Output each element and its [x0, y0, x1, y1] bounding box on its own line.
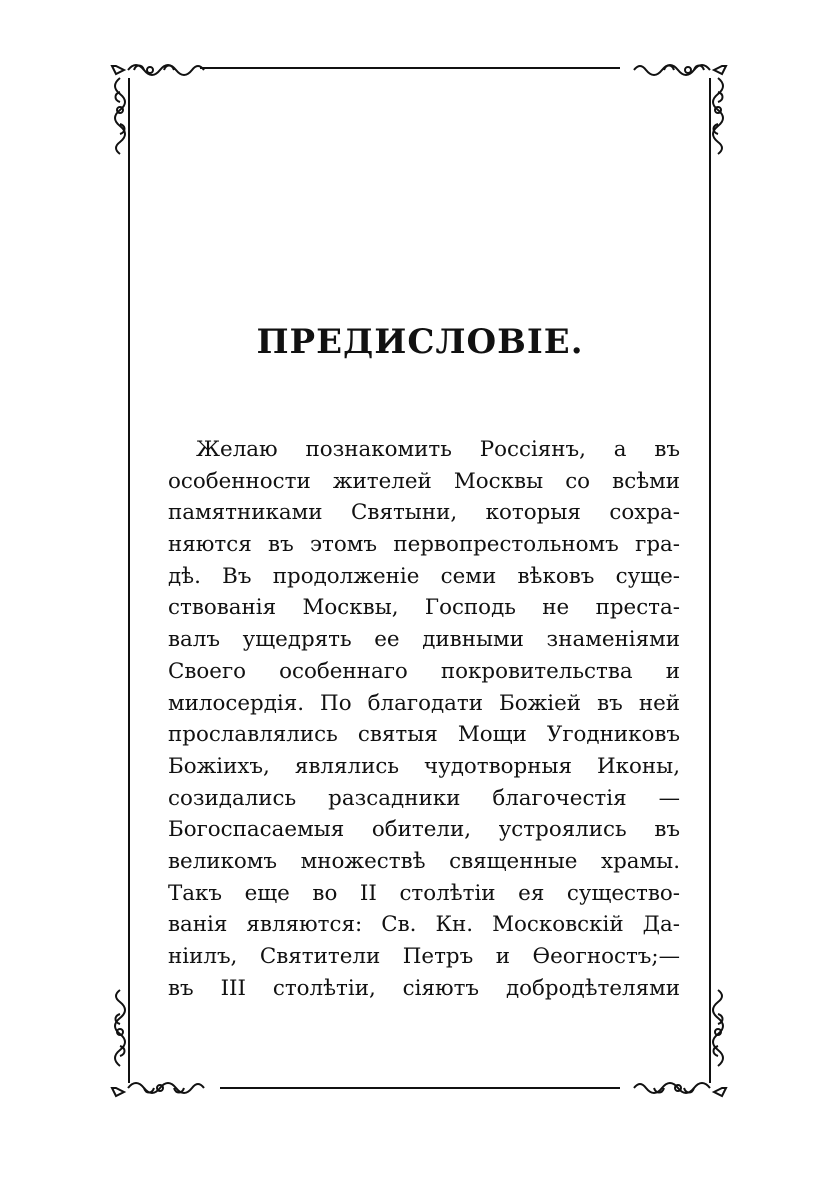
text-line-8: Своего особеннаго покровительства и: [168, 658, 680, 684]
text-line-1: Желаю познакомить Россіянъ, а въ: [196, 437, 680, 462]
text-line-7: валъ ущедрять ее дивными знаменіями: [168, 627, 680, 653]
text-line-11: Божіихъ, являлись чудотворныя Иконы,: [168, 753, 680, 779]
text-line-13: Богоспасаемыя обители, устроялись въ: [168, 817, 680, 843]
text-line-15: Такъ еще во II столѣтіи ея существо-: [168, 880, 680, 906]
top-left-ornament-icon: [104, 52, 214, 192]
text-line-6: ствованія Москвы, Господь не преста-: [168, 595, 680, 621]
frame-left-line: [128, 78, 130, 1083]
frame-right-line: [709, 78, 711, 1083]
text-line-10: прославлялись святыя Мощи Угодниковъ: [168, 722, 680, 748]
frame-bottom-line: [220, 1087, 620, 1089]
text-line-17: ніилъ, Святители Петръ и Ѳеогностъ;—: [168, 944, 680, 969]
text-line-5: дѣ. Въ продолженіе семи вѣковъ суще-: [168, 563, 680, 589]
body-text: [168, 434, 680, 1004]
text-line-12: созидались разсадники благочестія —: [168, 785, 680, 811]
text-line-14: великомъ множествѣ священные храмы.: [168, 848, 680, 874]
text-line-3: памятниками Святыни, которыя сохра-: [168, 500, 680, 526]
text-line-9: милосердія. По благодати Божіей въ ней: [168, 690, 680, 716]
page-title: ПРЕДИСЛОВІЕ.: [256, 322, 584, 362]
top-right-ornament-icon: [618, 52, 736, 192]
text-line-18: въ III столѣтіи, сіяютъ добродѣтелями: [168, 975, 680, 1001]
text-line-4: няются въ этомъ первопрестольномъ гра-: [168, 532, 680, 558]
text-line-16: ванія являются: Св. Кн. Московскій Да-: [168, 912, 680, 938]
frame-top-line: [200, 67, 620, 69]
text-line-2: особенности жителей Москвы со всѣми: [168, 468, 680, 494]
